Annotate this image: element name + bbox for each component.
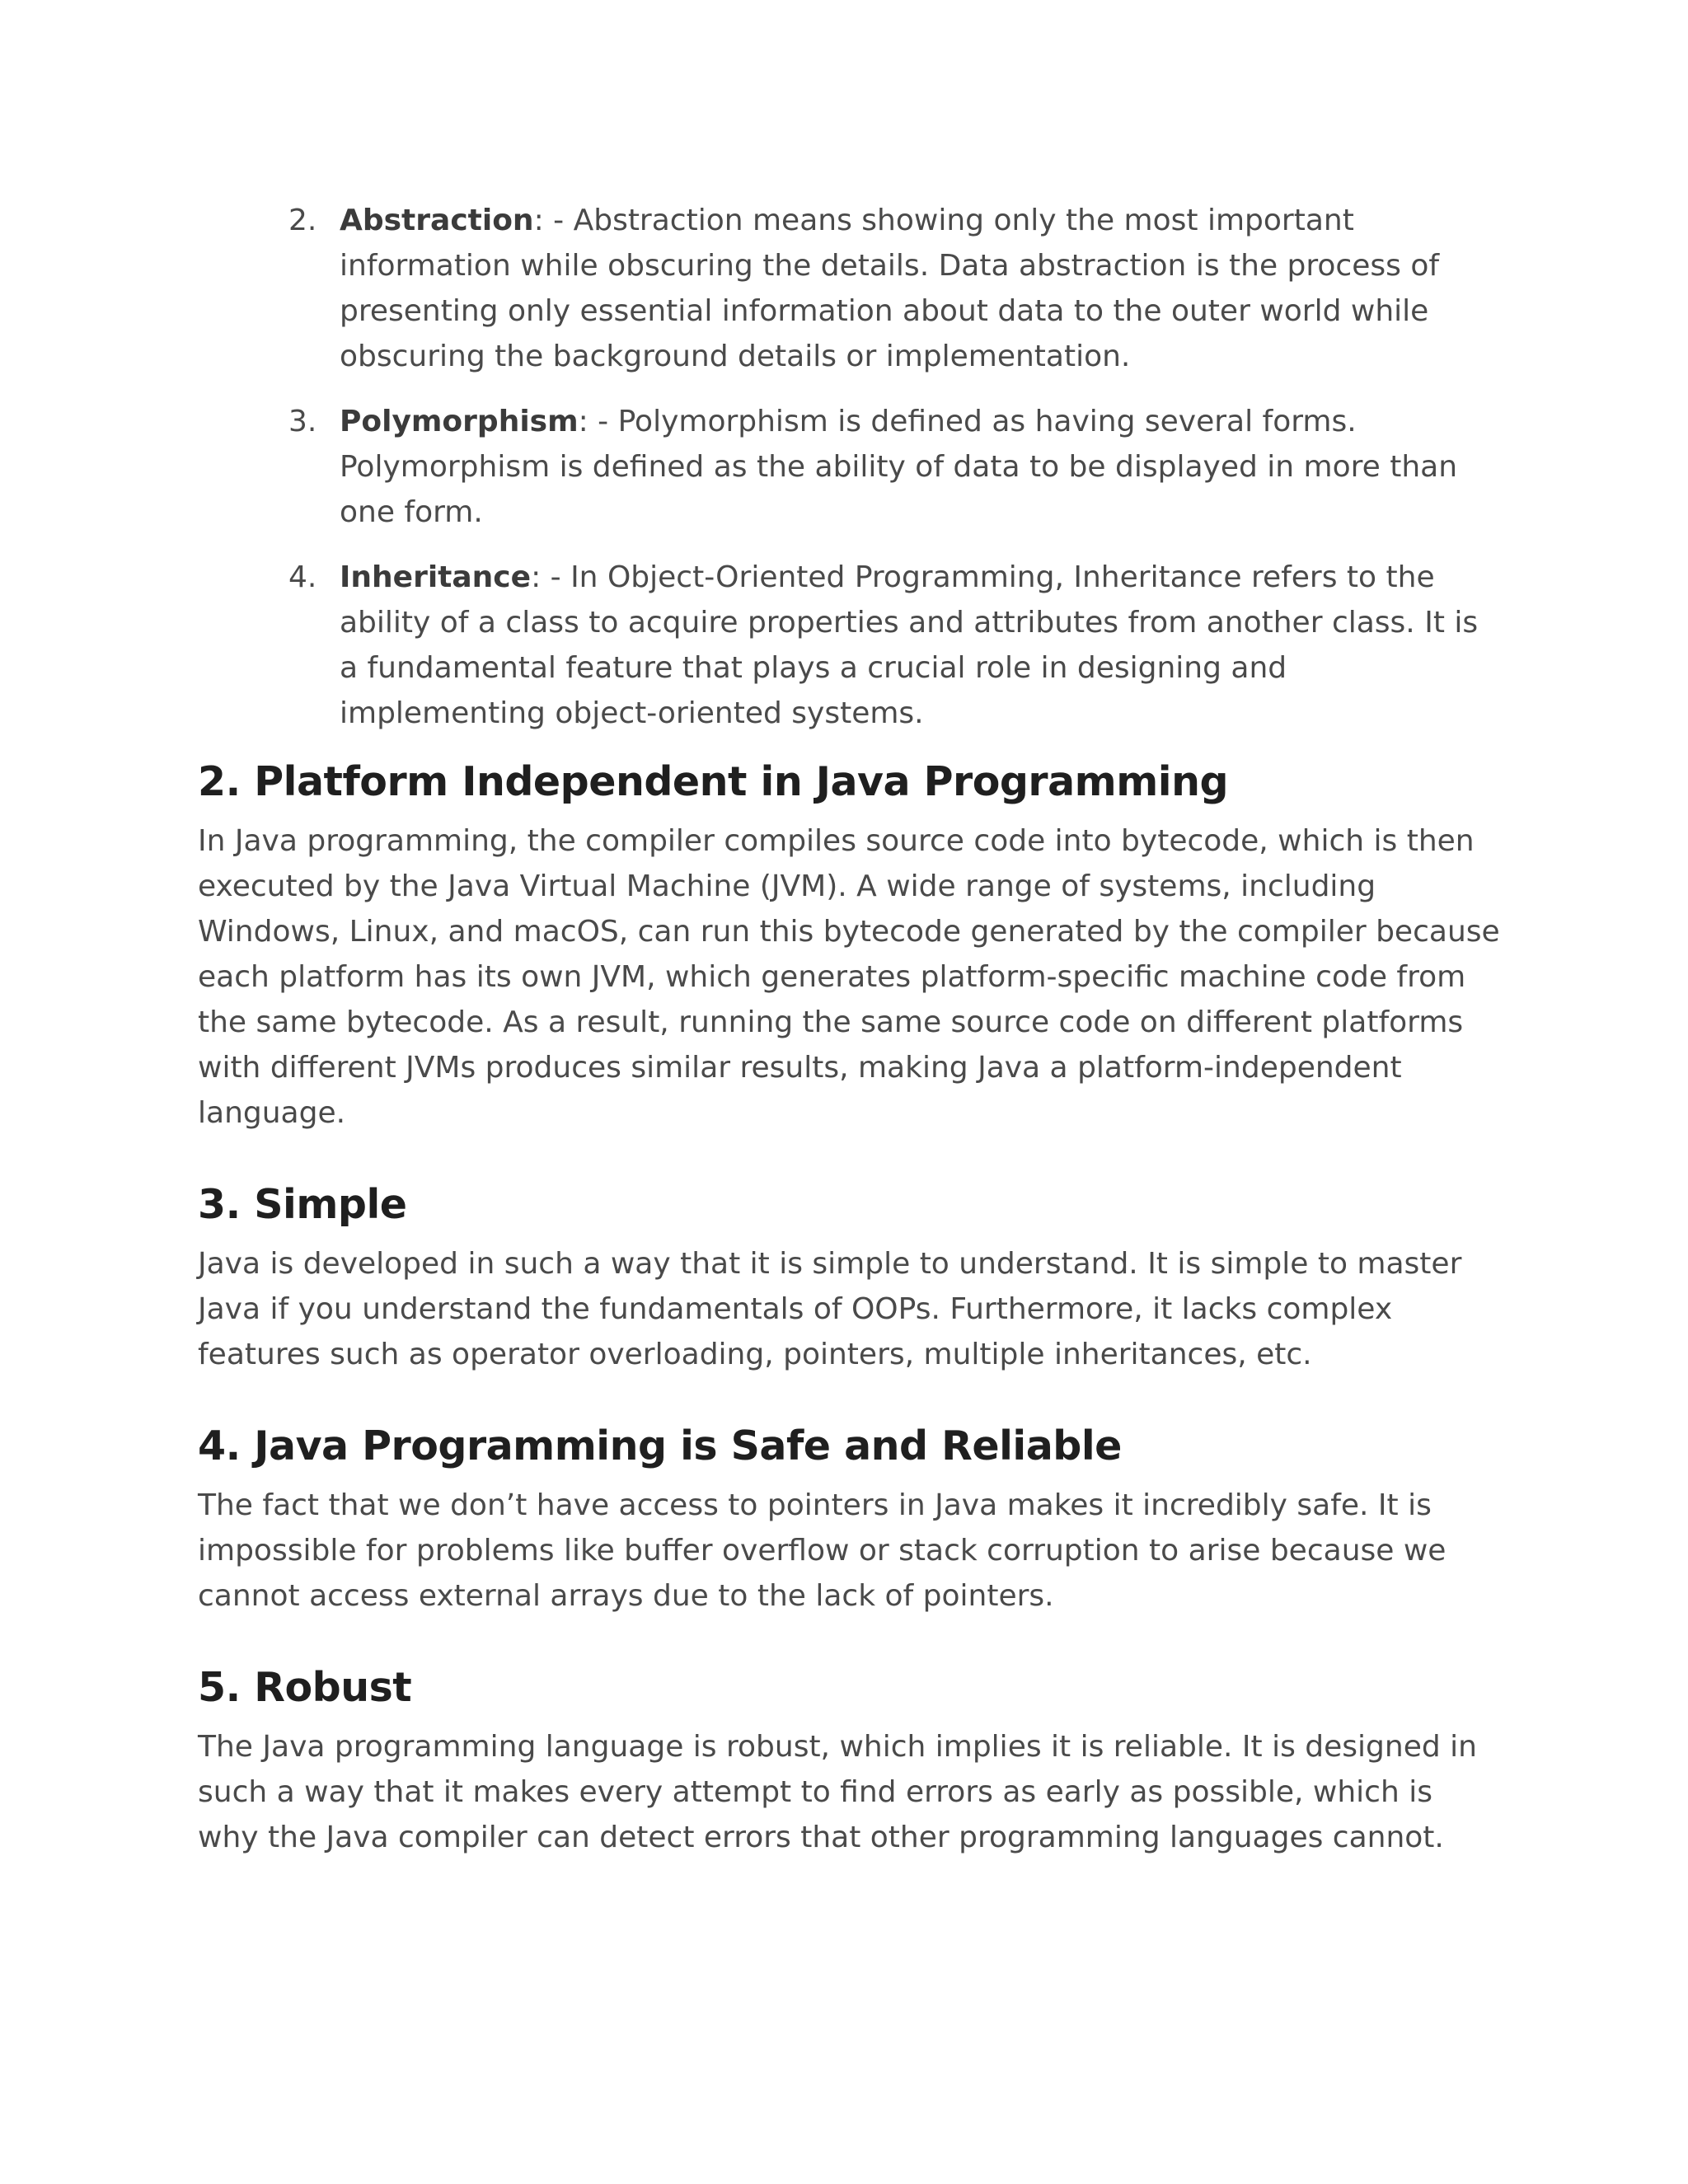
definition-abstraction: : - Abstraction means showing only the most important information while obscuring the details. Data abstraction is the process of presenting only essential information about data to the outer world while obscuring the background details or implementation.: [340, 204, 1440, 373]
list-item-abstraction: [198, 198, 1500, 379]
list-item-inheritance: [198, 555, 1500, 736]
term-polymorphism: Polymorphism: [340, 405, 579, 438]
section-platform-independent: [198, 756, 1500, 1136]
list-number: 3.: [288, 405, 317, 438]
term-abstraction: Abstraction: [340, 204, 534, 237]
section-heading: 3. Simple: [198, 1181, 407, 1228]
list-item-polymorphism: [198, 399, 1500, 535]
definition-polymorphism: : - Polymorphism is defined as having several forms. Polymorphism is defined as the ability of data to be displayed in more than one form.: [340, 405, 1458, 529]
term-inheritance: Inheritance: [340, 560, 532, 594]
section-paragraph: The fact that we don’t have access to pointers in Java makes it incredibly safe. It is impossible for problems like buffer overflow or stack corruption to arise because we cannot access external arrays due to the lack of pointers.: [198, 1488, 1447, 1613]
list-number: 4.: [288, 560, 317, 594]
section-robust: [198, 1661, 1500, 1860]
list-number: 2.: [288, 204, 317, 237]
document-page: [198, 198, 1500, 1903]
definition-inheritance: : - In Object-Oriented Programming, Inheritance refers to the ability of a class to acquire properties and attributes from another class. It is a fundamental feature that plays a crucial role in designing and implementing object-oriented systems.: [340, 560, 1479, 730]
oop-concepts-list: [198, 198, 1500, 736]
section-paragraph: In Java programming, the compiler compiles source code into bytecode, which is then executed by the Java Virtual Machine (JVM). A wide range of systems, including Windows, Linux, and macOS, can run this bytecode generated by the compiler because each platform has its own JVM, which generates platform-specific machine code from the same bytecode. As a result, running the same source code on different platforms with different JVMs produces similar results, making Java a platform-independent language.: [198, 824, 1500, 1130]
section-heading: 4. Java Programming is Safe and Reliable: [198, 1422, 1122, 1469]
section-paragraph: The Java programming language is robust, which implies it is reliable. It is designed in such a way that it makes every attempt to find errors as early as possible, which is why the Java compiler can detect errors that other programming languages cannot.: [198, 1730, 1477, 1854]
section-simple: [198, 1179, 1500, 1377]
section-heading: 5. Robust: [198, 1664, 412, 1711]
section-heading: 2. Platform Independent in Java Programming: [198, 758, 1229, 805]
section-safe-reliable: [198, 1420, 1500, 1619]
section-paragraph: Java is developed in such a way that it is simple to understand. It is simple to master Java if you understand the fundamentals of OOPs. Furthermore, it lacks complex features such as operator overloading, pointers, multiple inheritances, etc.: [198, 1247, 1462, 1371]
